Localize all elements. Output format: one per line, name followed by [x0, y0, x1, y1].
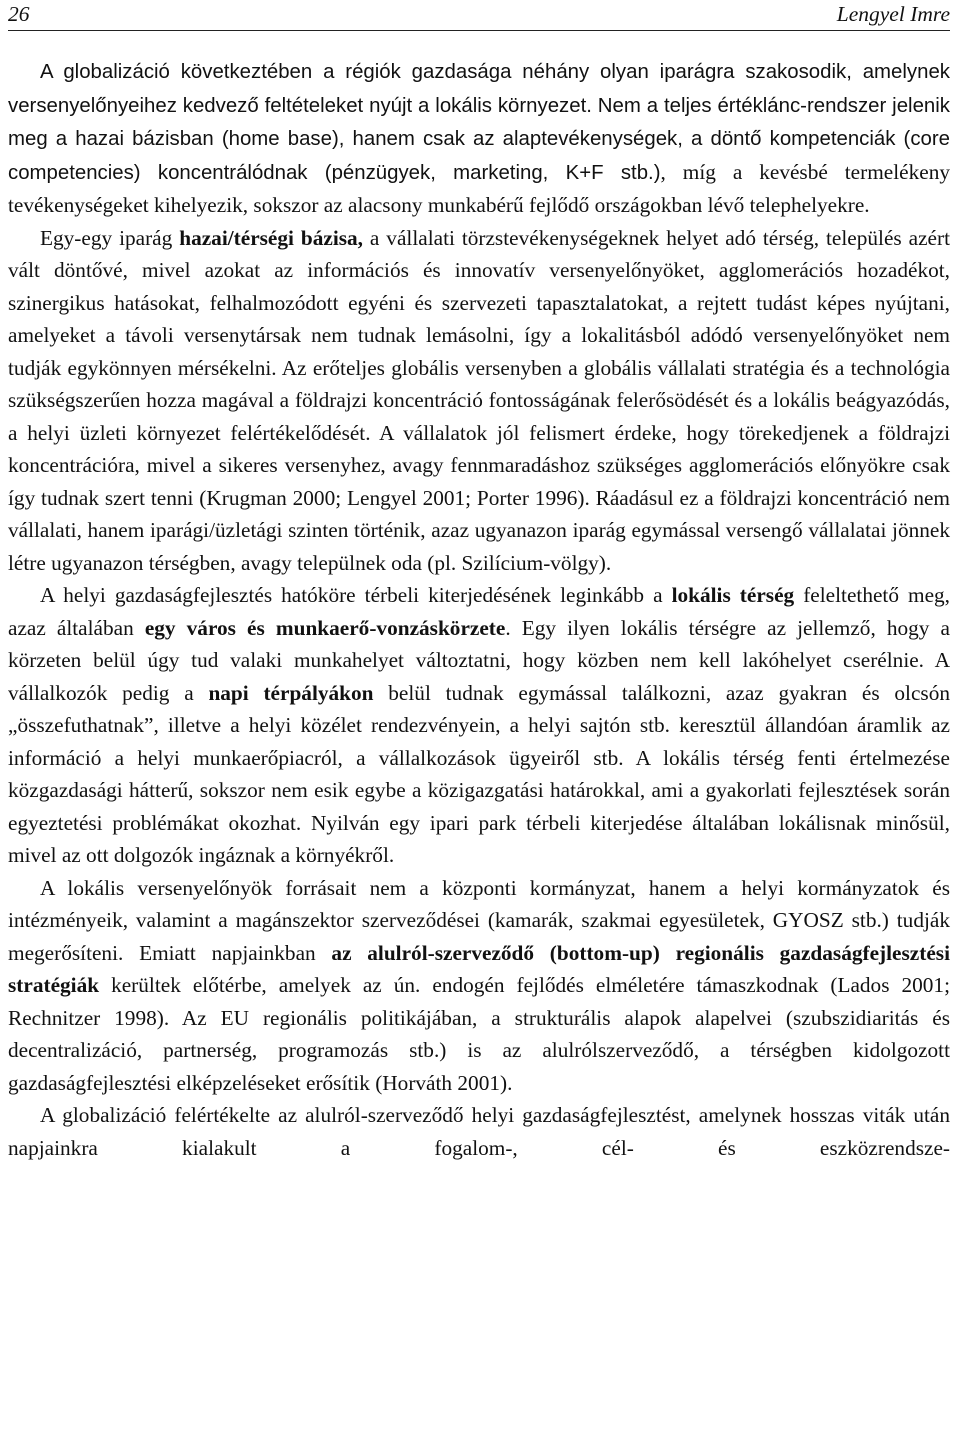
- document-page: [8, 0, 950, 1164]
- text-segment: , míg a kevésbé termelékeny tevékenységeket kihelyezik, sokszor az alacsony munkabérű fejlődő országokban lévő telephelyekre.: [8, 159, 950, 217]
- paragraph: [8, 1099, 950, 1164]
- text-segment: Egy-egy iparág: [40, 225, 180, 250]
- text-segment: Nem a teljes értéklánc-rendszer jelenik meg a hazai bázisban (home base), hanem csak az alaptevékenységek, a döntő kompetenciák (core competencies) koncentrálódnak (pénzügyek, marketing, K+F stb.): [8, 94, 950, 184]
- text-segment: belül tudnak egymással találkozni, azaz gyakran és olcsón „összefuthatnak”, illetve a helyi közélet rendezvényein, a helyi sajtón stb. keresztül állandóan áramlik az információ a helyi munkaerőpiacról, a vállalkozások ügyeiről stb. A lokális térség fenti értelmezése közgazdasági hátterű, sokszor nem esik egybe a közigazgatási határokkal, ami a gyakorlati fejlesztések során egyeztetési problémákat okozhat. Nyilván egy ipari park térbeli kiterjedése általában lokálisnak minősül, mivel az ott dolgozók ingáznak a környékről.: [8, 680, 950, 867]
- text-segment: . Egy ilyen lokális térségre az jellemző, hogy a körzeten belül úgy tud valaki munkahelyet változtatni, hogy közben nem kell lakóhelyet cserélnie. A vállalkozók pedig a: [8, 615, 950, 705]
- emphasized-term: egy város és munkaerő-vonzáskörzete: [144, 615, 506, 640]
- text-segment: A globalizáció felértékelte az alulról-szerveződő helyi gazdaságfejlesztést, amelynek hosszas viták után napjainkra kialakult a fogalom-, cél- és eszközrendsze-: [8, 1103, 950, 1160]
- paragraph: [8, 55, 950, 222]
- emphasized-term: napi térpályákon: [208, 680, 374, 705]
- emphasized-term: az alulról-szerveződő (bottom-up) regionális gazdaságfejlesztési stratégiák: [8, 940, 950, 997]
- paragraph: [8, 872, 950, 1100]
- page-number: 26: [8, 2, 30, 26]
- body-text: [8, 55, 950, 1164]
- text-segment: kerültek előtérbe, amelyek az ún. endogén fejlődés elméletére támaszkodnak (Lados 2001; Rechnitzer 1998). Az EU regionális politikájában, a strukturális alapok alapelvei (szubszidiaritás és decentralizáció, partnerség, programozás stb.) is az alulrólszerveződő, a térségben kidolgozott gazdaságfejlesztési elképzeléseket erősítik (Horváth 2001).: [8, 973, 950, 1095]
- text-segment: feleltethető meg, azaz általában: [8, 583, 950, 640]
- text-segment: A lokális versenyelőnyök forrásait nem a központi kormányzat, hanem a helyi kormányzatok és intézményeik, valamint a magánszektor szerveződései (kamarák, szakmai egyesületek, GYOSZ stb.) tudják megerősíteni. Emiatt napjainkban: [8, 875, 950, 965]
- running-header: [8, 0, 950, 31]
- text-segment: A helyi gazdaságfejlesztés hatóköre térbeli kiterjedésének leginkább a: [40, 583, 672, 607]
- paragraph: [8, 579, 950, 872]
- running-author: Lengyel Imre: [836, 2, 950, 26]
- paragraph: [8, 222, 950, 580]
- text-segment: A globalizáció következtében a régiók gazdasága néhány olyan iparágra szakosodik, amelynek versenyelőnyeihez kedvező feltételeket nyújt a lokális környezet.: [8, 61, 950, 117]
- emphasized-term: hazai/térségi bázisa,: [179, 225, 363, 250]
- emphasized-term: lokális térség: [671, 583, 795, 607]
- text-segment: a vállalati törzstevékenységeknek helyet adó térség, település azért vált döntővé, mivel azokat az információs és innovatív versenyelőnyöket, agglomerációs hozadékot, szinergikus hatásokat, felhalmozódott egyéni és szervezeti tapasztalatokat, a rejtett tudást képes nyújtani, amelyeket a távoli versenytársak nem tudnak lemásolni, így a lokalitásból adódó versenyelőnyöket nem tudják egykönnyen mérsékelni. Az erőteljes globális versenyben a globális vállalati stratégia és a technológia szükségszerűen hozza magával a földrajzi koncentráció fontosságának felerősödését és a lokális beágyazódás, a helyi üzleti környezet felértékelődését. A vállalatok jól felismert érdeke, hogy törekedjenek a földrajzi koncentrációra, mivel a sikeres versenyhez, avagy fennmaradáshoz szükséges agglomerációs előnyökre csak így tudnak szert tenni (Krugman 2000; Lengyel 2001; Porter 1996). Ráadásul ez a földrajzi koncentráció nem vállalati, hanem iparági/üzletági szinten történik, azaz ugyanazon iparág egymással versengő vállalatai jönnek létre ugyanazon térségben, avagy települnek oda (pl. Szilícium-völgy).: [8, 225, 950, 575]
